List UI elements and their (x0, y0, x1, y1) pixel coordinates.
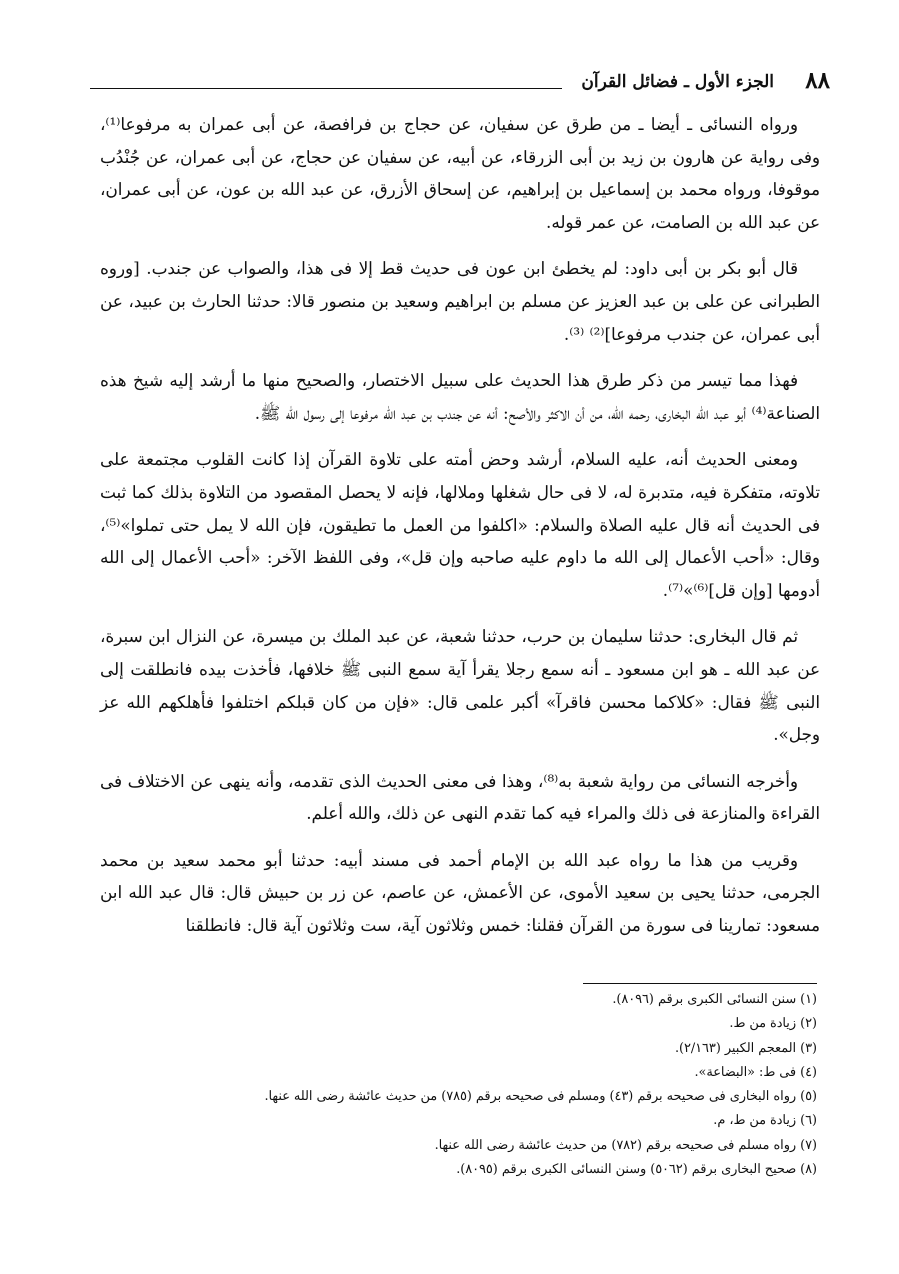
footnote-6: (٦) زيادة من ط، م. (713, 1113, 817, 1129)
paragraph-4: ومعنى الحديث أنه، عليه السلام، أرشد وحض أمته على تلاوة القرآن إذا كانت القلوب مجتمعة على تلاوته، متفكرة فيه، متدبرة له، لا فى حال شغلها وملالها، فإنه لا يحصل المقصود من التلاوة بذلك كما ثبت فى الحديث أنه قال عليه الصلاة والسلام: «اكلفوا من العمل ما تطيقون، فإن الله لا يمل حتى تملوا»⁽⁵⁾، وقال: «أحب الأعمال إلى الله ما داوم عليه صاحبه وإن قل»، وفى اللفظ الآخر: «أحب الأعمال إلى الله أدومها [وإن قل]⁽⁶⁾»⁽⁷⁾. (100, 449, 820, 600)
footnote-2: (٢) زيادة من ط. (729, 1016, 817, 1032)
paragraph-7: وقريب من هذا ما رواه عبد الله بن الإمام أحمد فى مسند أبيه: حدثنا أبو محمد سعيد بن محمد الجرمى، حدثنا يحيى بن سعيد الأموى، عن الأعمش، عن عاصم، عن زر بن حبيش قال: قال عبد الله ابن مسعود: تمارينا فى سورة من القرآن فقلنا: خمس وثلاثون آية، ست وثلاثون آية قال: فانطلقنا (100, 849, 820, 936)
footnotes (117, 988, 817, 1182)
main-text (100, 108, 820, 956)
paragraph-5: ثم قال البخارى: حدثنا سليمان بن حرب، حدثنا شعبة، عن عبد الملك بن ميسرة، عن النزال ابن سبرة، عن عبد الله ـ هو ابن مسعود ـ أنه سمع رجلا يقرأ آية سمع النبى ﷺ خلافها، فأخذت بيده فانطلقت إلى النبى ﷺ فقال: «كلاكما محسن فاقرآ» أكبر علمى قال: «فإن من كان قبلكم اختلفوا فأهلكهم الله عز وجل». (100, 626, 820, 745)
paragraph-1: ورواه النسائى ـ أيضا ـ من طرق عن سفيان، عن حجاج بن فرافصة، عن أبى عمران به مرفوعا⁽¹⁾، وفى رواية عن هارون بن زيد بن أبى الزرقاء، عن أبيه، عن سفيان عن حجاج، عن أبى عمران، عن جُنْدُب موقوفا، ورواه محمد بن إسماعيل بن إبراهيم، عن إسحاق الأزرق، عن عبد الله بن عون، عن أبى عمران، عن عبد الله بن الصامت، عن عمر قوله. (100, 114, 820, 232)
footnote-1: (١) سنن النسائى الكبرى برقم (٨٠٩٦). (612, 992, 817, 1007)
paragraph-3: فهذا مما تيسر من ذكر طرق هذا الحديث على سبيل الاختصار، والصحيح منها ما أرشد إليه شيخ هذه الصناعة⁽⁴⁾ أبو عبد الله البخارى، رحمه الله، من أن الاكثر والأصح: أنه عن جندب بن عبد الله مرفوعا إلى رسول الله ﷺ. (100, 370, 820, 423)
running-title: الجزء الأول ـ فضائل القرآن (581, 72, 774, 92)
paragraph-2: قال أبو بكر بن أبى داود: لم يخطئ ابن عون فى حديث قط إلا فى هذا، والصواب عن جندب. [وروه الطبرانى عن على بن عبد العزيز عن مسلم بن ابراهيم وسعيد بن منصور قالا: حدثنا الحارث بن عبيد، عن أبى عمران، عن جندب مرفوعا]⁽²⁾ ⁽³⁾. (100, 258, 820, 344)
footnote-separator (583, 983, 817, 984)
paragraph-6: وأخرجه النسائى من رواية شعبة به⁽⁸⁾، وهذا فى معنى الحديث الذى تقدمه، وأنه ينهى عن الاختلاف فى القراءة والمنازعة فى ذلك والمراء فيه كما تقدم النهى عن ذلك، والله أعلم. (100, 770, 820, 824)
page-header (90, 66, 830, 102)
footnote-4: (٤) فى ط: «البضاعة». (694, 1064, 817, 1080)
page-number: ٨٨ (805, 67, 830, 94)
footnote-3: (٣) المعجم الكبير (٢/١٦٣). (674, 1040, 817, 1056)
footnote-8: (٨) صحيح البخارى برقم (٥٠٦٢) وسنن النسائى الكبرى برقم (٨٠٩٥). (456, 1162, 817, 1178)
footnote-5: (٥) رواه البخارى فى صحيحه برقم (٤٣) ومسلم فى صحيحه برقم (٧٨٥) من حديث عائشة رضى الله عنها. (264, 1089, 817, 1105)
footnote-7: (٧) رواه مسلم فى صحيحه برقم (٧٨٢) من حديث عائشة رضى الله عنها. (434, 1137, 817, 1153)
header-rule (90, 88, 562, 89)
